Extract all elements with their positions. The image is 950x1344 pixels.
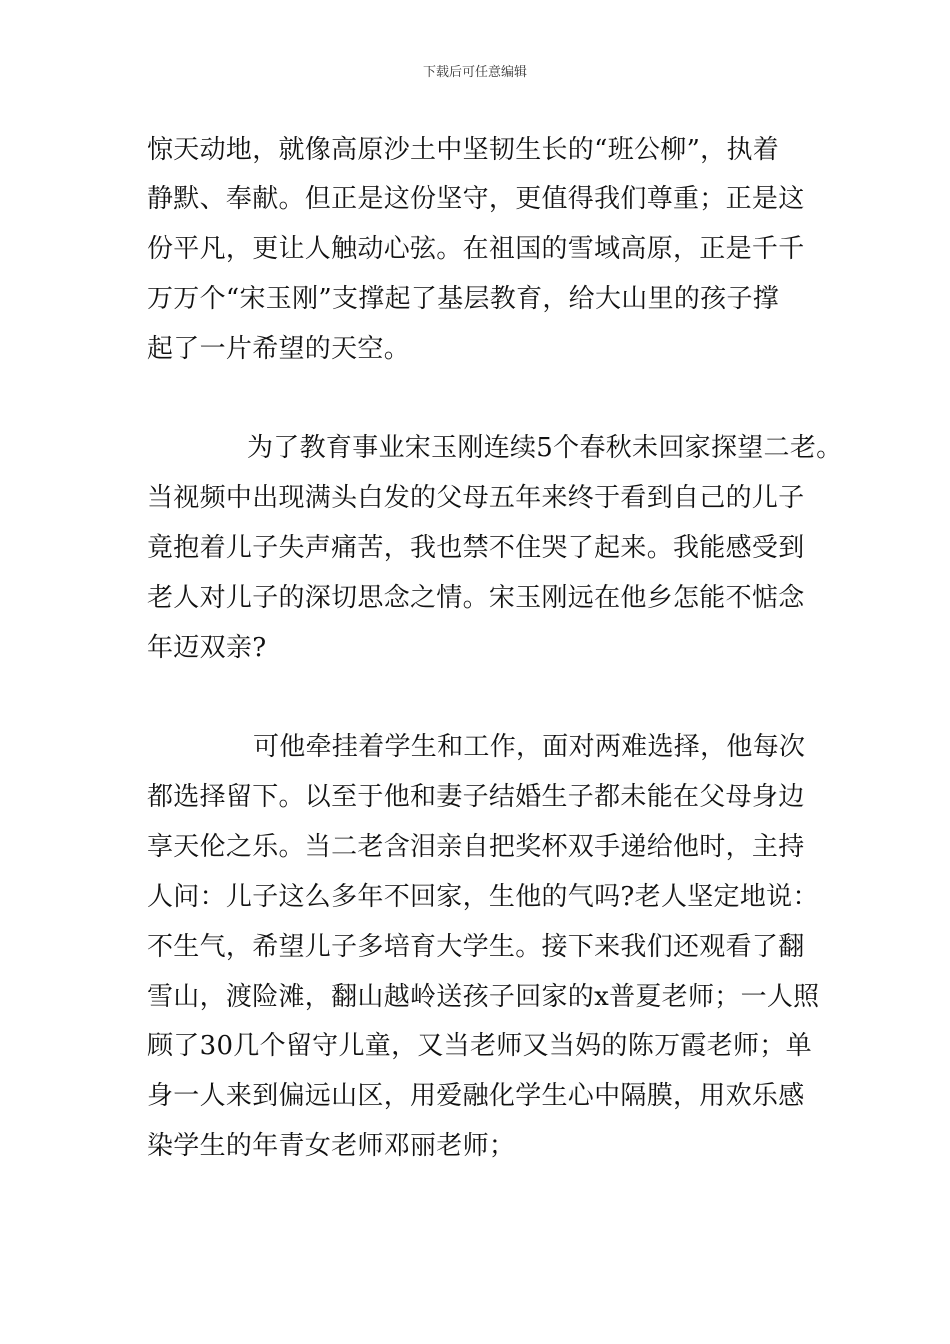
paragraph-3-line-5: 不生气，希望儿子多培育大学生。接下来我们还观看了翻	[147, 932, 805, 962]
paragraph-1-line-3: 份平凡，更让人触动心弦。在祖国的雪域高原，正是千千	[147, 234, 805, 264]
paragraph-3-line-2: 都选择留下。以至于他和妻子结婚生子都未能在父母身边	[147, 782, 805, 812]
paragraph-3-line-6: 雪山，渡险滩，翻山越岭送孩子回家的x普夏老师；一人照	[147, 982, 820, 1012]
page-header: 下载后可任意编辑	[422, 65, 527, 80]
paragraph-3-line-7: 顾了30几个留守儿童，又当老师又当妈的陈万霞老师；单	[147, 1031, 812, 1061]
paragraph-1-line-4: 万万个“宋玉刚”支撑起了基层教育，给大山里的孩子撑	[147, 284, 780, 314]
paragraph-1-line-2: 静默、奉献。但正是这份坚守，更值得我们尊重；正是这	[147, 184, 805, 214]
paragraph-3-line-3: 享天伦之乐。当二老含泪亲自把奖杯双手递给他时，主持	[147, 832, 805, 862]
paragraph-2-line-4: 老人对儿子的深切思念之情。宋玉刚远在他乡怎能不惦念	[147, 583, 805, 613]
paragraph-2-line-3: 竟抱着儿子失声痛苦，我也禁不住哭了起来。我能感受到	[147, 533, 805, 563]
paragraph-3-line-1: 可他牵挂着学生和工作，面对两难选择，他每次	[253, 732, 806, 762]
paragraph-3-line-9: 染学生的年青女老师邓丽老师；	[147, 1131, 516, 1161]
paragraph-1-line-5: 起了一片希望的天空。	[147, 334, 411, 364]
paragraph-1-line-1: 惊天动地，就像高原沙土中坚韧生长的“班公柳”，执着	[147, 135, 780, 165]
paragraph-3-line-4: 人问：儿子这么多年不回家，生他的气吗?老人坚定地说：	[147, 882, 819, 912]
paragraph-2-line-1: 为了教育事业宋玉刚连续5个春秋未回家探望二老。	[247, 433, 843, 463]
paragraph-3-line-8: 身一人来到偏远山区，用爱融化学生心中隔膜，用欢乐感	[147, 1081, 805, 1111]
paragraph-2-line-2: 当视频中出现满头白发的父母五年来终于看到自己的儿子	[147, 483, 805, 513]
paragraph-2-line-5: 年迈双亲?	[147, 633, 267, 663]
